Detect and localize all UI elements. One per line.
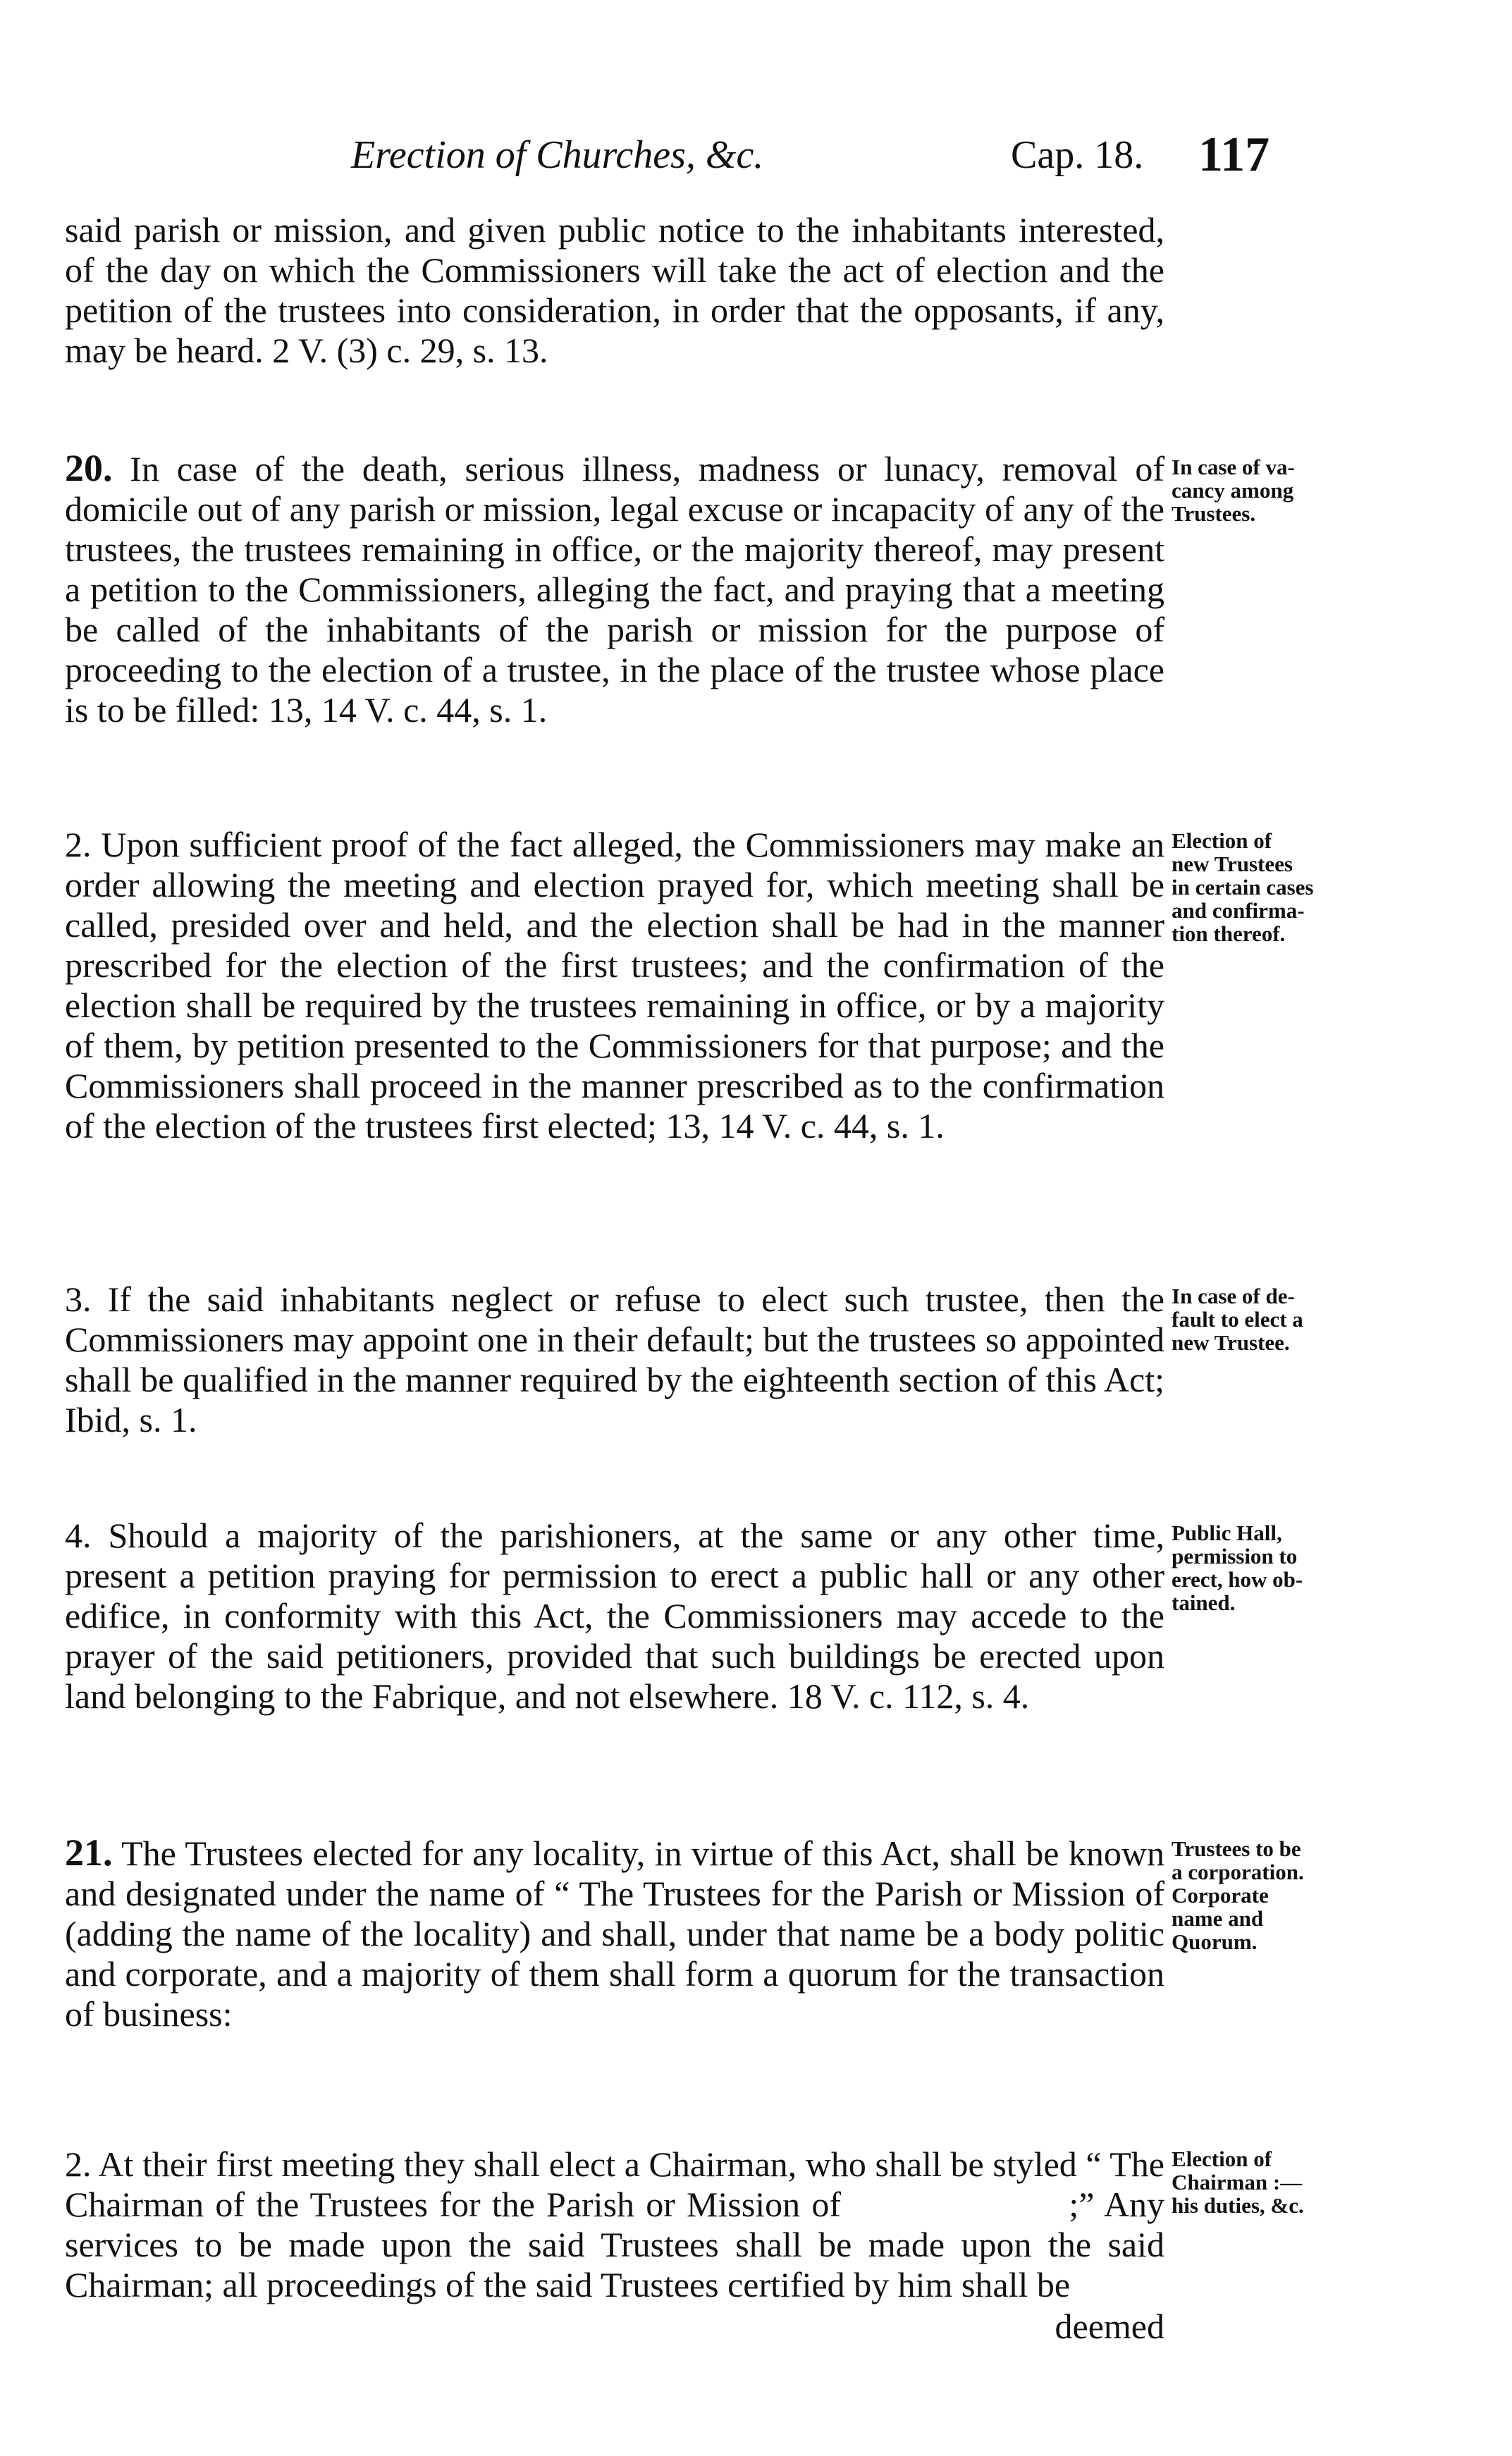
subsection-20-3	[65, 1279, 1164, 1440]
paragraph-text: At their first meeting they shall elect a Chairman, who shall be styled “ The Chairman of the Trustees for the Parish or Mission of ;” Any services to be made upon the said Trustees shall be made upon the said Chairman; all proceedings of the said Trustees certified by him shall be	[65, 2144, 1174, 2304]
paragraph-text: Upon sufficient proof of the fact alleged, the Commissioners may make an order allowing the meeting and election prayed for, which meeting shall be called, presided over and held, and the election shall be had in the manner prescribed for the election of the first trustees; and the confirmation of the election shall be required by the trustees remaining in office, or by a majority of them, by petition presented to the Commissioners for that purpose; and the Commissioners shall proceed in the manner prescribed as to the confirmation of the election of the trustees first elected; 13, 14 V. c. 44, s. 1.	[65, 825, 1164, 1146]
subsection-number: 4.	[65, 1516, 92, 1555]
subsection-21-2	[65, 2144, 1174, 2347]
section-number: 21.	[65, 1831, 113, 1874]
page-number: 117	[1198, 128, 1270, 182]
paragraph-continued	[65, 210, 1164, 371]
margin-note-default: In case of de- fault to elect a new Trustee.	[1172, 1284, 1303, 1355]
subsection-20-4	[65, 1516, 1164, 1717]
running-header	[63, 127, 1276, 183]
subsection-20-2	[65, 825, 1164, 1146]
margin-note-vacancy: In case of va- cancy among Trustees.	[1172, 455, 1295, 526]
running-title: Erection of Churches, &c.	[351, 133, 764, 177]
margin-note-chairman: Election of Chairman :— his duties, &c.	[1172, 2147, 1304, 2218]
subsection-number: 2.	[65, 825, 92, 864]
paragraph-text: Should a majority of the parishioners, at the same or any other time, present a petition praying for permission to erect a public hall or any other edifice, in conformity with this Act, the Commissioners may accede to the prayer of the said petitioners, provided that such buildings be erected upon land belonging to the Fabrique, and not elsewhere. 18 V. c. 112, s. 4.	[65, 1516, 1164, 1716]
margin-note-election-new-trustees: Election of new Trustees in certain cases and confirma- tion thereof.	[1172, 828, 1314, 946]
paragraph-text: If the said inhabitants neglect or refuse to elect such trustee, then the Commissioners may appoint one in their default; but the trustees so appointed shall be qualified in the manner required by the eighteenth section of this Act; Ibid, s. 1.	[65, 1279, 1165, 1439]
paragraph-text: In case of the death, serious illness, madness or lunacy, removal of domicile out of any parish or mission, legal excuse or incapacity of any of the trustees, the trustees remaining in office, or the majority thereof, may present a petition to the Commissioners, alleging the fact, and praying that a meeting be called of the inhabitants of the parish or mission for the purpose of proceeding to the election of a trustee, in the place of the trustee whose place is to be filled: 13, 14 V. c. 44, s. 1.	[65, 449, 1164, 730]
subsection-number: 2.	[65, 2144, 92, 2184]
margin-note-corporation: Trustees to be a corporation. Corporate name and Quorum.	[1172, 1836, 1304, 1954]
paragraph-text: The Trustees elected for any locality, in virtue of this Act, shall be known and designated under the name of “ The Trustees for the Parish or Mission of (adding the name of the locality) and shall, under that name be a body politic and corporate, and a majority of them shall form a quorum for the transaction of business:	[65, 1834, 1164, 2034]
catchword: deemed	[1055, 2307, 1164, 2346]
section-number: 20.	[65, 447, 113, 489]
margin-note-public-hall: Public Hall, permission to erect, how ob- tained.	[1172, 1521, 1303, 1615]
subsection-number: 3.	[65, 1279, 92, 1319]
paragraph-text: said parish or mission, and given public notice to the inhabitants interested, of the day on which the Commissioners will take the act of election and the petition of the trustees into consideration, in order that the opposants, if any, may be heard. 2 V. (3) c. 29, s. 13.	[65, 210, 1164, 370]
section-20	[65, 448, 1164, 730]
chapter-label: Cap. 18.	[1011, 133, 1144, 177]
section-21	[65, 1833, 1164, 2034]
